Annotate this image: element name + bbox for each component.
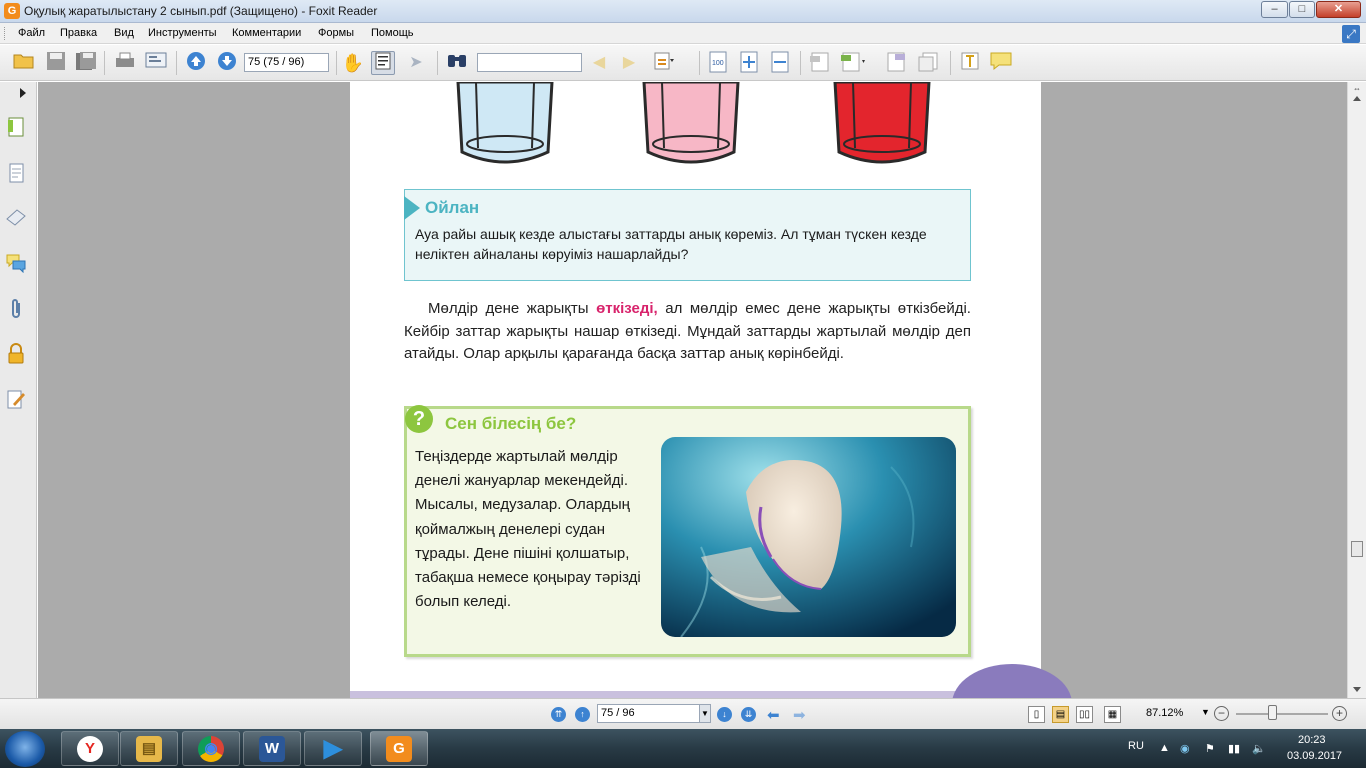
window-title: Оқулық жаратылыстану 2 сынып.pdf (Защищено) - Foxit Reader bbox=[24, 4, 378, 18]
fit-page-icon[interactable] bbox=[737, 51, 761, 75]
page-thumbnails-icon[interactable] bbox=[4, 162, 28, 186]
bookmarks-icon[interactable] bbox=[4, 116, 28, 140]
scroll-down-icon[interactable] bbox=[1353, 687, 1361, 692]
page-number-corner bbox=[952, 664, 1072, 698]
binoculars-icon[interactable] bbox=[445, 51, 469, 75]
zoom-in-icon[interactable]: + bbox=[1332, 706, 1347, 721]
search-input[interactable] bbox=[477, 53, 582, 72]
zoom-slider-thumb[interactable] bbox=[1268, 705, 1277, 720]
page-combo-input[interactable] bbox=[597, 704, 711, 723]
comments-panel-icon[interactable] bbox=[4, 253, 28, 277]
menu-bar bbox=[0, 23, 1366, 44]
continuous-view-icon[interactable]: ▤ bbox=[1052, 706, 1069, 723]
facing-view-icon[interactable]: ▯▯ bbox=[1076, 706, 1093, 723]
save-icon[interactable] bbox=[44, 51, 68, 75]
search-options-icon[interactable] bbox=[652, 51, 676, 75]
page-footer-band bbox=[350, 691, 1041, 698]
jellyfish-image bbox=[661, 437, 956, 637]
zoom-out-icon[interactable]: − bbox=[1214, 706, 1229, 721]
para-text-2: ал мөлдір емес дене жарықты өткізбейді. Кейбір заттар жарықты нашар өткізеді. Мұндай заттарды жартылай мөлдір деп атайды. Олар арқылы қарағанда басқа заттар анық көрінбейді. bbox=[404, 300, 971, 362]
toolbar-separator bbox=[699, 51, 700, 75]
windows-taskbar bbox=[0, 729, 1366, 768]
tray-flag-icon[interactable]: ⚑ bbox=[1205, 743, 1215, 755]
note-icon[interactable] bbox=[989, 51, 1013, 75]
network-icon[interactable]: ▮▮ bbox=[1228, 743, 1241, 755]
did-you-know-title: Сен білесің бе? bbox=[445, 414, 577, 433]
toolbar-separator bbox=[437, 51, 438, 75]
menu-edit[interactable]: Правка bbox=[60, 27, 98, 39]
toolbar-separator bbox=[800, 51, 801, 75]
scroll-up-icon[interactable] bbox=[1353, 96, 1361, 101]
chrome-icon: ◉ bbox=[198, 736, 224, 762]
volume-icon[interactable]: 🔈 bbox=[1252, 743, 1266, 755]
taskbar-yandex-browser[interactable] bbox=[61, 731, 119, 766]
toolbar bbox=[0, 45, 1366, 81]
did-you-know-text: Теңіздерде жартылай мөлдір денелі жануарлар мекендейді. Мысалы, медузалар. Олардың қоймалжың денелері судан тұрады. Дене пішіні қолшатыр, табақша немесе қоңырау тәрізді болып келеді. bbox=[415, 448, 641, 611]
menu-help[interactable]: Помощь bbox=[371, 27, 414, 39]
signature-icon[interactable] bbox=[4, 388, 28, 412]
glass-pink bbox=[642, 82, 740, 166]
prev-page-icon[interactable]: ↑ bbox=[575, 707, 590, 722]
next-page-icon[interactable] bbox=[215, 51, 239, 75]
page-number-input[interactable]: 75 (75 / 96) bbox=[244, 53, 329, 72]
attachments-icon[interactable] bbox=[4, 298, 28, 322]
question-mark-icon: ? bbox=[405, 405, 433, 433]
zoom-slider-track[interactable] bbox=[1236, 713, 1328, 715]
word-icon: W bbox=[259, 736, 285, 762]
navigation-panel bbox=[0, 82, 37, 698]
next-page-status-icon[interactable]: ↓ bbox=[717, 707, 732, 722]
minimize-button[interactable]: – bbox=[1261, 1, 1288, 18]
foxit-app-icon[interactable]: G bbox=[4, 3, 20, 19]
folder-icon: ▤ bbox=[136, 736, 162, 762]
print-icon[interactable] bbox=[113, 51, 137, 75]
properties-icon[interactable] bbox=[144, 51, 168, 75]
document-view[interactable] bbox=[38, 82, 1347, 698]
chevron-down-icon[interactable]: ▼ bbox=[699, 705, 710, 722]
language-indicator[interactable]: RU bbox=[1128, 740, 1144, 752]
panel-expand-icon[interactable] bbox=[20, 88, 26, 98]
clock-date[interactable]: 03.09.2017 bbox=[1287, 750, 1343, 762]
page-combo-value: 75 / 96 bbox=[601, 707, 635, 719]
vertical-scrollbar[interactable] bbox=[1347, 82, 1366, 698]
taskbar-file-explorer[interactable] bbox=[120, 731, 178, 766]
think-arrow-icon bbox=[404, 196, 420, 220]
security-lock-icon[interactable] bbox=[4, 343, 28, 367]
expand-icon[interactable]: ⤢ bbox=[1342, 25, 1360, 43]
pdf-page-icon[interactable] bbox=[884, 51, 908, 75]
previous-page-icon[interactable] bbox=[184, 51, 208, 75]
menu-view[interactable]: Вид bbox=[114, 27, 134, 39]
clock-time[interactable]: 20:23 bbox=[1298, 734, 1326, 746]
pdf-create-icon[interactable] bbox=[808, 51, 832, 75]
toolbar-separator bbox=[336, 51, 337, 75]
start-button[interactable] bbox=[5, 731, 45, 767]
open-folder-icon[interactable] bbox=[12, 51, 36, 75]
continuous-facing-view-icon[interactable]: ▦ bbox=[1104, 706, 1121, 723]
tray-app-icon[interactable]: ◉ bbox=[1180, 743, 1190, 755]
toolbar-separator bbox=[950, 51, 951, 75]
toolbar-separator bbox=[104, 51, 105, 75]
last-page-icon[interactable]: ⇊ bbox=[741, 707, 756, 722]
svg-text:100: 100 bbox=[712, 60, 724, 67]
status-bar bbox=[0, 698, 1366, 729]
body-paragraph bbox=[404, 298, 971, 366]
toolbar-separator bbox=[176, 51, 177, 75]
go-back-icon[interactable]: ⬅ bbox=[767, 707, 780, 724]
pdf-export-icon[interactable] bbox=[840, 51, 864, 75]
single-page-view-icon[interactable]: ▯ bbox=[1028, 706, 1045, 723]
taskbar-word[interactable] bbox=[243, 731, 301, 766]
select-text-icon[interactable] bbox=[371, 51, 395, 75]
save-as-icon[interactable] bbox=[74, 51, 98, 75]
foxit-icon: G bbox=[386, 736, 412, 762]
pdf-page bbox=[350, 82, 1041, 698]
taskbar-chrome[interactable] bbox=[182, 731, 240, 766]
taskbar-foxit-reader[interactable] bbox=[370, 731, 428, 766]
play-icon: ▶ bbox=[323, 735, 343, 762]
menu-tools[interactable]: Инструменты bbox=[148, 27, 217, 39]
pdf-combine-icon[interactable] bbox=[916, 51, 940, 75]
tray-expand-icon[interactable]: ▲ bbox=[1159, 742, 1170, 754]
menu-forms[interactable]: Формы bbox=[318, 27, 355, 39]
scroll-thumb[interactable] bbox=[1351, 541, 1363, 557]
para-text-1: Мөлдір дене жарықты bbox=[428, 300, 597, 317]
title-bar bbox=[0, 0, 1366, 23]
taskbar-media-player[interactable] bbox=[304, 731, 362, 766]
actual-size-icon[interactable] bbox=[706, 51, 730, 75]
maximize-button[interactable]: □ bbox=[1289, 1, 1315, 18]
think-text: Ауа райы ашық кезде алыстағы заттарды анық көреміз. Ал тұман түскен кезде неліктен айналаны көруіміз нашарлайды? bbox=[415, 226, 927, 262]
fit-width-icon[interactable] bbox=[768, 51, 792, 75]
menu-grip bbox=[4, 27, 7, 40]
yandex-icon: Y bbox=[77, 736, 103, 762]
glass-light-blue bbox=[456, 82, 554, 166]
layers-icon[interactable] bbox=[4, 207, 28, 231]
glass-red bbox=[833, 82, 931, 166]
think-title: Ойлан bbox=[425, 198, 480, 217]
menu-comments[interactable]: Комментарии bbox=[232, 27, 302, 39]
zoom-dropdown-icon[interactable]: ▼ bbox=[1201, 707, 1210, 717]
think-box bbox=[404, 189, 971, 281]
zoom-level[interactable]: 87.12% bbox=[1146, 707, 1184, 719]
cursor-tool-icon[interactable]: ➤ bbox=[409, 54, 423, 71]
hand-tool-icon[interactable]: ✋ bbox=[341, 53, 365, 73]
split-handle-icon[interactable]: ⇔ bbox=[1353, 84, 1361, 93]
did-you-know-box bbox=[404, 406, 971, 657]
typewriter-icon[interactable] bbox=[958, 51, 982, 75]
close-button[interactable]: ✕ bbox=[1316, 1, 1361, 18]
para-highlight: өткізеді, bbox=[596, 300, 658, 317]
go-forward-icon[interactable]: ➡ bbox=[793, 707, 806, 724]
find-next-icon[interactable]: ▶ bbox=[622, 54, 636, 71]
first-page-icon[interactable]: ⇈ bbox=[551, 707, 566, 722]
menu-file[interactable]: Файл bbox=[18, 27, 46, 39]
find-previous-icon[interactable]: ◀ bbox=[592, 54, 606, 71]
